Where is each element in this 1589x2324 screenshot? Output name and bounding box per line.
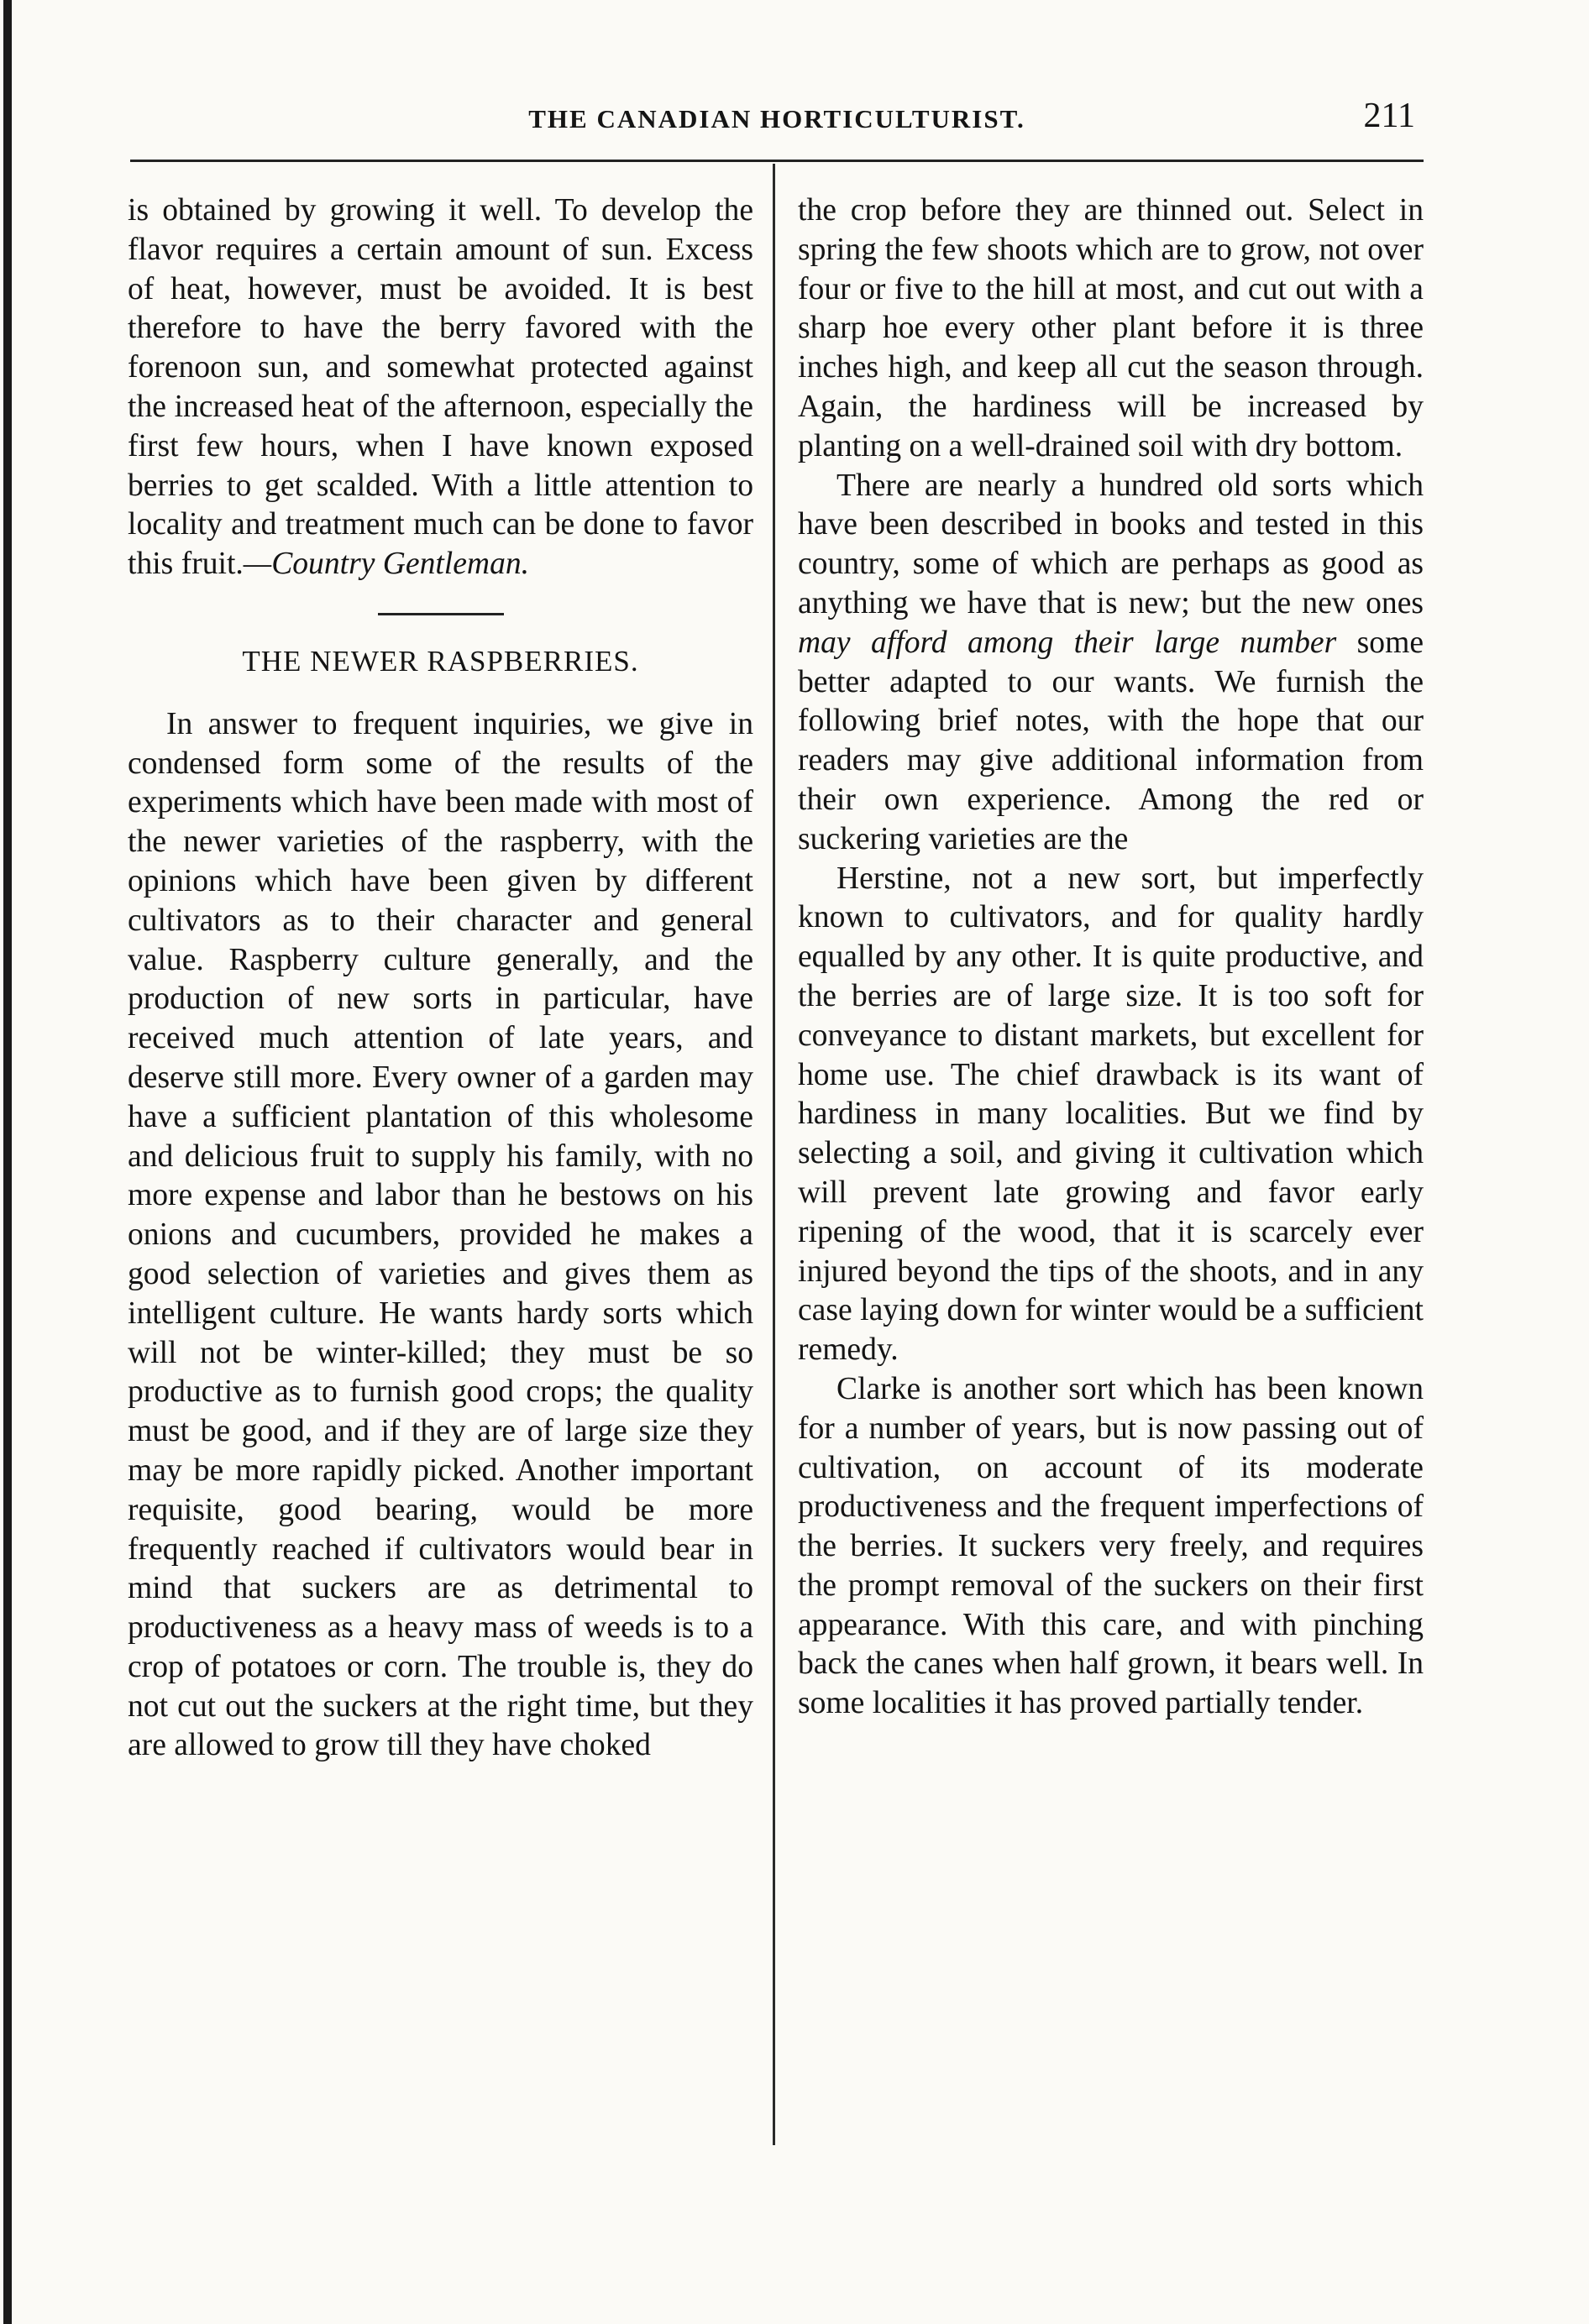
right-column: [798, 191, 1424, 1724]
paragraph: In answer to frequent inquiries, we give in condensed form some of the results of the experiments which have been made with most of the newer varieties of the raspberry, with the opinions which have been given by different cultivators as to their character and general value. Raspberry culture generally, and the production of new sorts in particular, have received much attention of late years, and deserve still more. Every owner of a garden may have a sufficient plantation of this wholesome and delicious fruit to supply his family, with no more expense and labor than he bestows on his onions and cucumbers, provided he makes a good selection of varieties and gives them as intelligent culture. He wants hardy sorts which will not be winter-killed; they must be so productive as to furnish good crops; the quality must be good, and if they are of large size they may be more rapidly picked. Another important requisite, good bearing, would be more frequently reached if cultivators would bear in mind that suckers are as detrimental to productiveness as a heavy mass of weeds is to a crop of potatoes or corn. The trouble is, they do not cut out the suckers at the right time, but they are allowed to grow till they have choked: [128, 706, 753, 1763]
paragraph: the crop before they are thinned out. Select in spring the few shoots which are to grow, not over four or five to the hill at most, and cut out with a sharp hoe every other plant before it is three inches high, and keep all cut the season through. Again, the hardiness will be increased by planting on a well-drained soil with dry bottom.: [798, 193, 1424, 463]
column-divider: [773, 164, 775, 2145]
page-number: 211: [1363, 97, 1415, 135]
paragraph: [798, 467, 1424, 860]
source-credit: —Country Gentleman.: [243, 547, 530, 582]
left-column: [128, 191, 753, 1766]
paragraph: [128, 191, 753, 584]
running-head: THE CANADIAN HORTICULTURIST.: [528, 104, 1025, 133]
italic-phrase: may afford among their large number: [798, 625, 1337, 660]
paragraph-text: some better adapted to our wants. We furnish the following brief notes, with the hope that our readers may give additional information from their own experience. Among the red or suckering varieties are the: [798, 625, 1424, 856]
paragraph: Herstine, not a new sort, but imperfectly known to cultivators, and for quality hardly equalled by any other. It is quite productive, and the berries are of large size. It is too soft for conveyance to distant markets, but excellent for home use. The chief drawback is its want of hardiness in many localities. But we find by selecting a soil, and giving it cultivation which will prevent late growing and favor early ripening of the wood, that it is scarcely ever injured beyond the tips of the shoots, and in any case laying down for winter would be a sufficient remedy.: [798, 861, 1424, 1368]
paragraph: Clarke is another sort which has been known for a number of years, but is now passing out of cultivation, on account of its moderate productiveness and the frequent imperfections of the berries. It suckers very freely, and requires the prompt removal of the suckers on their first appearance. With this care, and with pinching back the canes when half grown, it bears well. In some localities it has proved partially tender.: [798, 1371, 1424, 1721]
header-rule: [130, 160, 1424, 162]
paragraph-text: There are nearly a hundred old sorts which have been described in books and tested in this country, some of which are perhaps as good as anything we have that is new; but the new ones: [798, 468, 1424, 620]
section-divider: [378, 613, 504, 615]
page-header: [130, 92, 1424, 151]
section-heading: THE NEWER RASPBERRIES.: [242, 644, 639, 678]
page-binding-edge: [3, 0, 12, 2324]
paragraph-text: is obtained by growing it well. To develop the flavor requires a certain amount of sun. Excess of heat, however, must be avoided. It is best therefore to have the berry favored with the forenoon sun, and somewhat protected against the increased heat of the afternoon, especially the first few hours, when I have known exposed berries to get scalded. With a little attention to locality and treatment much can be done to favor this fruit.: [128, 193, 753, 582]
